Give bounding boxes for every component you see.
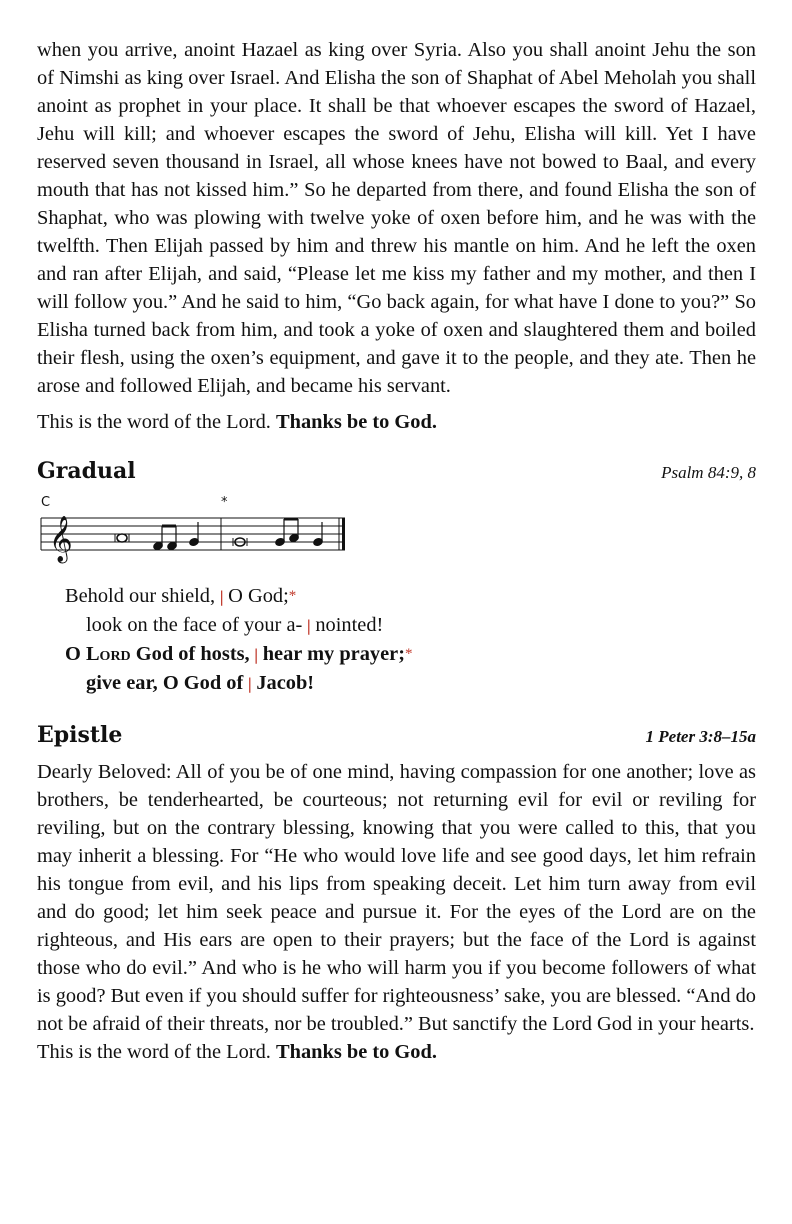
- closing-statement: This is the word of the Lord.: [37, 1041, 271, 1063]
- first-reading-closing: [37, 408, 756, 436]
- gradual-header: [37, 458, 756, 484]
- epistle-header: [37, 722, 756, 748]
- closing-response: Thanks be to God.: [276, 411, 437, 433]
- gradual-text: [37, 582, 756, 698]
- pointing-asterisk: *: [405, 646, 413, 662]
- chant-staff: [37, 488, 357, 564]
- gradual-line: O Lord God of hosts, | hear my prayer;*: [65, 643, 413, 665]
- page-content: [37, 36, 756, 1066]
- epistle-heading: Epistle: [37, 722, 123, 748]
- epistle-text: Dearly Beloved: All of you be of one mind, having compassion for one another; love as brothers, be tenderhearted, be courteous; not returning evil for evil or reviling for reviling, but on the contrary blessing, knowing that you were called to this, that you may inherit a blessing. For “He who would love life and see good days, let him refrain his tongue from evil, and his lips from speaking deceit. Let him turn away from evil and do good; let him seek peace and pursue it. For the eyes of the Lord are on the righteous, and His ears are open to their prayers; but the face of the Lord is against those who do evil.” And who is he who will harm you if you become followers of what is good? But even if you should suffer for righteousness’ sake, you are blessed. “And do not be afraid of their threats, nor be troubled.” But sanctify the Lord God in your hearts.: [37, 761, 756, 1035]
- pointing-bar: |: [219, 588, 225, 606]
- gradual-line: Behold our shield, | O God;*: [65, 585, 297, 607]
- pointing-asterisk: *: [288, 588, 297, 604]
- first-reading-text: when you arrive, anoint Hazael as king over Syria. Also you shall anoint Jehu the son of Nimshi as king over Israel. And Elisha the son of Shaphat of Abel Meholah you shall anoint as prophet in your place. It shall be that whoever escapes the sword of Hazael, Jehu will kill; and whoever escapes the sword of Jehu, Elisha will kill. Yet I have reserved seven thousand in Israel, all whose knees have not bowed to Baal, and every mouth that has not kissed him.” So he departed from there, and found Elisha the son of Shaphat, who was plowing with twelve yoke of oxen before him, and he was with the twelfth. Then Elijah passed by him and threw his mantle on him. And he left the oxen and ran after Elijah, and said, “Please let me kiss my father and my mother, and then I will follow you.” And he said to him, “Go back again, for what have I done to you?” So Elisha turned back from him, and took a yoke of oxen and slaughtered them and boiled their flesh, using the oxen’s equipment, and gave it to the people, and they ate. Then he arose and followed Elijah, and became his servant.: [37, 39, 756, 397]
- pointing-bar: |: [253, 646, 259, 664]
- chant-asterisk: *: [221, 495, 228, 510]
- epistle-closing: [37, 1038, 756, 1066]
- closing-statement: This is the word of the Lord.: [37, 411, 271, 433]
- epistle-reference: 1 Peter 3:8–15a: [645, 727, 756, 746]
- breve-note: [115, 534, 129, 542]
- pointing-bar: |: [247, 675, 253, 693]
- gradual-reference: Psalm 84:9, 8: [661, 463, 756, 482]
- treble-clef-icon: 𝄞: [49, 516, 73, 562]
- gradual-line: look on the face of your a- | nointed!: [86, 614, 384, 636]
- pointing-bar: |: [306, 617, 312, 635]
- closing-response: Thanks be to God.: [276, 1041, 437, 1063]
- tone-letter: C: [41, 495, 51, 510]
- gradual-line: give ear, O God of | Jacob!: [86, 672, 315, 694]
- gradual-heading: Gradual: [37, 458, 136, 484]
